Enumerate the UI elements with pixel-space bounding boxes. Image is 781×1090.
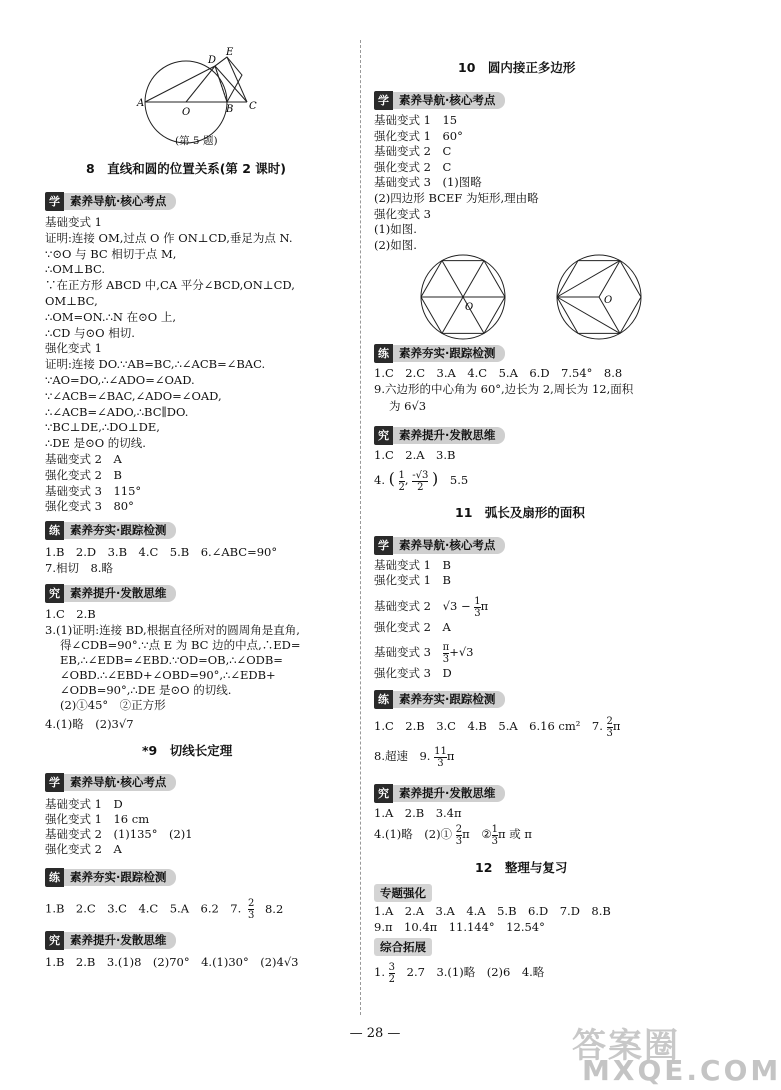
- fraction-denominator: 3: [437, 757, 444, 769]
- fig5-label-D: D: [208, 55, 217, 66]
- answer-line: 基础变式 1: [45, 215, 102, 229]
- badge-label: 素养夯实·跟踪检测: [64, 869, 176, 886]
- badge-jiu-11: [374, 783, 505, 803]
- badge-xue-11: [374, 535, 505, 555]
- jiu-icon: 究: [45, 584, 64, 603]
- answer-line: ∵AO=DO,∴∠ADO=∠OAD.: [45, 373, 195, 387]
- lian-11-line-2: [374, 745, 454, 769]
- jiu-8-line-8: 4.(1)略 (2)3√7: [45, 717, 134, 731]
- jiu-8-line-5: ∠OBD.∴∠EBD+∠OBD=90°,∴∠EDB+: [60, 668, 276, 682]
- fraction-three-halves: [389, 962, 395, 985]
- xue-icon: 学: [45, 192, 64, 211]
- fig5-shaded: [215, 57, 242, 102]
- xue-11-label: 基础变式 3: [374, 645, 431, 659]
- badge-label: 素养夯实·跟踪检测: [64, 522, 176, 539]
- paren-close: ): [432, 469, 439, 488]
- answer-line: 基础变式 2 C: [374, 144, 452, 159]
- section-8-title: 8 直线和圆的位置关系(第 2 课时): [86, 161, 287, 176]
- xue-11-line-6: 强化变式 3 D: [374, 666, 452, 680]
- answer-line: ∵BC⊥DE,∴DO⊥DE,: [45, 420, 160, 435]
- box-zonghe: 综合拓展: [374, 938, 432, 956]
- answer-line: 证明:连接 OM,过点 O 作 ON⊥CD,垂足为点 N.: [45, 230, 293, 245]
- answer-line: (2)如图.: [374, 237, 417, 252]
- answer-line: 强化变式 3: [374, 206, 431, 221]
- badge-label: 素养提升·发散思维: [64, 585, 176, 602]
- jiu-8-line-1: 1.C 2.B: [45, 607, 96, 621]
- badge-label: 素养导航·核心考点: [64, 774, 176, 791]
- jiu-8-line-4: EB,∴∠EDB=∠EBD.∵OD=OB,∴∠ODB=: [60, 653, 283, 667]
- lian-10-line-1: 1.C 2.C 3.A 4.C 5.A 6.D 7.54° 8.8: [374, 366, 623, 380]
- badge-xue-8: [45, 191, 176, 211]
- fig5-line-AD: [145, 66, 215, 102]
- column-divider: [360, 40, 361, 1015]
- answer-line: ∴OM⊥BC.: [45, 262, 106, 277]
- pi-suffix: π: [462, 827, 470, 841]
- hex2-line-1: [557, 261, 620, 297]
- jiu-8-line-3: 得∠CDB=90°.∵点 E 为 BC 边的中点,∴ED=: [60, 638, 301, 652]
- lian-8-line-1: 1.B 2.D 3.B 4.C 5.B 6.∠ABC=90°: [45, 545, 278, 559]
- answer-line: ∵∠ACB=∠BAC,∠ADO=∠OAD,: [45, 388, 222, 403]
- jiu-10-line-2: 4. ( $\frac{1}{2}$ , $\frac{-√3}{2}$ ) 5.5: [374, 469, 469, 493]
- badge-lian-11: [374, 689, 505, 709]
- fraction-denominator: 2: [388, 973, 396, 985]
- answer-line: 基础变式 3 115°: [45, 483, 142, 498]
- fig5-label-A: A: [137, 98, 145, 109]
- answer-line: ∴CD 与⊙O 相切.: [45, 325, 135, 340]
- badge-jiu-10: [374, 425, 505, 445]
- box-zhuanti: 专题强化: [374, 884, 432, 902]
- answer-line: ∵⊙O 与 BC 相切于点 M,: [45, 246, 177, 261]
- xue-11-line-1: 基础变式 1 B: [374, 558, 451, 572]
- jiu-10-line-1: 1.C 2.A 3.B: [374, 448, 456, 462]
- jiu-11-text-b: 4.(1)略 (2)①: [374, 827, 453, 841]
- lian-icon: 练: [45, 868, 64, 887]
- fraction-numerator: 1: [474, 595, 481, 607]
- answer-line: ∴DE 是⊙O 的切线.: [45, 436, 146, 451]
- fraction-numerator: 1: [491, 823, 498, 835]
- badge-label: 素养夯实·跟踪检测: [393, 691, 505, 708]
- answer-line: 基础变式 2 A: [45, 452, 122, 466]
- badge-lian-10: [374, 343, 505, 363]
- jiu-8-line-2: 3.(1)证明:连接 BD,根据直径所对的圆周角是直角,: [45, 623, 300, 637]
- fraction-denominator: 3: [606, 727, 613, 739]
- answer-line: 基础变式 1 15: [374, 113, 458, 127]
- badge-lian-9: [45, 867, 176, 887]
- badge-label: 素养提升·发散思维: [393, 427, 505, 444]
- badge-label: 素养提升·发散思维: [64, 932, 176, 949]
- fraction-numerator: π: [442, 641, 450, 653]
- section-9-title: *9 切线长定理: [142, 743, 233, 758]
- xue-11-line-4: 强化变式 2 A: [374, 620, 451, 634]
- answer-line: 强化变式 2 C: [374, 159, 452, 174]
- section-10-title: 10 圆内接正多边形: [458, 60, 576, 75]
- section-12-title: 12 整理与复习: [475, 860, 568, 875]
- xue-11-line-2: 强化变式 1 B: [374, 573, 451, 587]
- lian-11-line-1: [374, 715, 620, 739]
- badge-label: 素养导航·核心考点: [64, 193, 176, 210]
- answer-line: 强化变式 1 60°: [374, 128, 463, 143]
- badge-label: 素养导航·核心考点: [393, 92, 505, 109]
- badge-xue-9: [45, 772, 176, 792]
- jiu-11-line-1: 1.A 2.B 3.4π: [374, 806, 462, 820]
- answer-line: 证明:连接 DO.∵AB=BC,∴∠ACB=∠BAC.: [45, 357, 266, 372]
- hexagon-figure-1: [412, 252, 514, 342]
- fraction-x: [399, 470, 405, 493]
- box2-text-a: 1.: [374, 965, 385, 979]
- fig5-label-O: O: [182, 107, 191, 118]
- jiu-icon: 究: [45, 931, 64, 950]
- xue-9-line-4: 强化变式 2 A: [45, 842, 122, 856]
- lian-10-line-2: 9.六边形的中心角为 60°,边长为 2,周长为 12,面积: [374, 382, 634, 396]
- fraction-two-thirds: [248, 898, 254, 921]
- answer-line: (2)四边形 BCEF 为矩形,理由略: [374, 191, 539, 205]
- fig5-label-E: E: [226, 47, 234, 58]
- lian-11-text-b: 8.超速 9.: [374, 749, 431, 763]
- lian-icon: 练: [374, 690, 393, 709]
- lian-9-answers: [45, 898, 283, 921]
- lian-9-text-b: 8.2: [264, 901, 284, 916]
- expr-suffix: π: [480, 599, 489, 613]
- page-number: — 28 —: [349, 1026, 401, 1041]
- jiu-8-line-7: (2)①45° ②正方形: [60, 698, 166, 712]
- answer-line: ∴OM=ON.∴N 在⊙O 上,: [45, 309, 176, 324]
- badge-label: 素养夯实·跟踪检测: [393, 345, 505, 362]
- xue-icon: 学: [374, 536, 393, 555]
- lian-9-text-a: 1.B 2.C 3.C 4.C 5.A 6.2 7.: [45, 901, 242, 916]
- xue-11-label: 基础变式 2: [374, 599, 431, 613]
- hexagon-figure-2: [548, 252, 650, 342]
- xue-9-line-2: 强化变式 1 16 cm: [45, 812, 150, 826]
- badge-jiu-8: [45, 583, 176, 603]
- lian-10-line-3: 为 6√3: [389, 399, 427, 413]
- pi-suffix: π: [446, 749, 455, 763]
- fraction-denominator: 3: [455, 835, 463, 847]
- lian-icon: 练: [374, 344, 393, 363]
- circle-two: ②: [481, 827, 492, 841]
- box2-text-b: 2.7 3.(1)略 (2)6 4.略: [406, 965, 545, 979]
- answer-line: 强化变式 1: [45, 341, 102, 356]
- pi-suffix: π: [612, 719, 621, 733]
- answer-line: 强化变式 3 80°: [45, 499, 134, 514]
- fraction-numerator: 2: [247, 898, 255, 909]
- watermark-logo: 答案圈: [572, 1026, 680, 1066]
- fraction-denominator: 3: [247, 910, 255, 921]
- fraction-denominator: 2: [417, 481, 424, 493]
- fraction-eleven-thirds: [434, 746, 447, 769]
- jiu-8-line-6: ∠ODB=90°,∴DE 是⊙O 的切线.: [60, 683, 232, 697]
- xue-icon: 学: [374, 91, 393, 110]
- xue-icon: 学: [45, 773, 64, 792]
- fig5-line-DC: [215, 66, 247, 102]
- fig5-line-EC: [227, 57, 247, 102]
- answer-line: 强化变式 2 B: [45, 467, 122, 482]
- answer-line: ∴∠ACB=∠ADO,∴BC∥DO.: [45, 404, 189, 419]
- badge-lian-8: [45, 520, 176, 540]
- expr-suffix: +√3: [449, 645, 474, 659]
- jiu-11-line-2: [374, 823, 532, 847]
- fraction-numerator: 2: [455, 823, 463, 835]
- jiu-icon: 究: [374, 784, 393, 803]
- fraction-denominator: 3: [491, 835, 498, 847]
- fig5-label-C: C: [249, 101, 257, 112]
- fraction-y: [412, 470, 428, 493]
- jiu-10-answer-5: 5.5: [449, 473, 469, 487]
- badge-label: 素养提升·发散思维: [393, 785, 505, 802]
- watermark-url: MXQE.COM: [582, 1054, 781, 1087]
- hex2-center-label: O: [604, 295, 613, 306]
- box1-line-1: 1.A 2.A 3.A 4.A 5.B 6.D 7.D 8.B: [374, 904, 611, 918]
- section-11-title: 11 弧长及扇形的面积: [455, 505, 585, 520]
- hex1-center-label: O: [465, 302, 474, 313]
- pi-suffix: π 或 π: [498, 827, 532, 841]
- fig5-line-DO: [186, 66, 215, 102]
- jiu-10-num: 4.: [374, 473, 385, 487]
- lian-icon: 练: [45, 521, 64, 540]
- paren-open: (: [388, 469, 395, 488]
- fraction-numerator: -√3: [412, 469, 429, 481]
- hex2-line-4: [599, 261, 620, 297]
- fraction-numerator: 2: [606, 715, 613, 727]
- answer-line: OM⊥BC,: [45, 294, 98, 308]
- xue-11-line-5: [374, 641, 474, 665]
- figure-5-diagram: [130, 45, 270, 130]
- expr-prefix: √3 −: [442, 599, 471, 613]
- lian-8-line-2: 7.相切 8.略: [45, 561, 113, 575]
- badge-xue-10: [374, 90, 505, 110]
- badge-label: 素养导航·核心考点: [393, 537, 505, 554]
- jiu-icon: 究: [374, 426, 393, 445]
- fraction-denominator: 2: [398, 481, 405, 493]
- figure-5-caption: (第 5 题): [175, 135, 218, 147]
- fraction-denominator: 3: [442, 653, 450, 665]
- badge-jiu-9: [45, 930, 176, 950]
- jiu-9-answers: 1.B 2.B 3.(1)8 (2)70° 4.(1)30° (2)4√3: [45, 955, 299, 969]
- box1-line-2: 9.π 10.4π 11.144° 12.54°: [374, 920, 545, 934]
- fraction-numerator: 3: [388, 961, 396, 973]
- xue-11-line-3: [374, 595, 488, 619]
- fraction-denominator: 3: [474, 607, 481, 619]
- fraction-numerator: 1: [398, 469, 405, 481]
- answer-line: 基础变式 3 (1)图略: [374, 175, 482, 190]
- box2-line: [374, 961, 544, 985]
- fig5-label-B: B: [226, 104, 234, 115]
- fraction-numerator: 11: [434, 745, 447, 757]
- answer-line: (1)如图.: [374, 222, 417, 237]
- xue-9-line-3: 基础变式 2 (1)135° (2)1: [45, 827, 193, 841]
- lian-11-text-a: 1.C 2.B 3.C 4.B 5.A 6.16 cm² 7.: [374, 719, 603, 733]
- answer-line: ∵在正方形 ABCD 中,CA 平分∠BCD,ON⊥CD,: [45, 278, 295, 293]
- xue-9-line-1: 基础变式 1 D: [45, 797, 123, 811]
